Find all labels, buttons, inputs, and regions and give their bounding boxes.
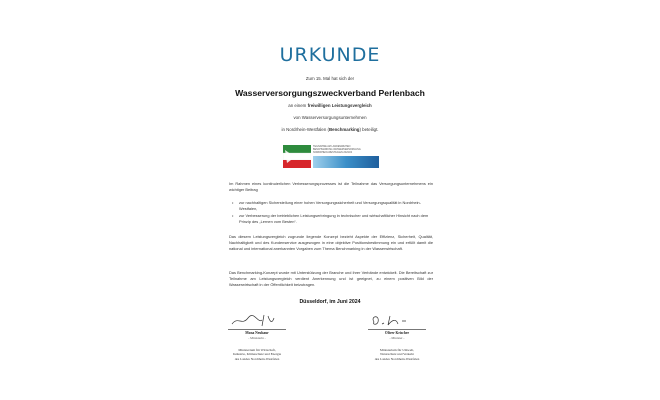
organization-name: Wasserversorgungszweckverband Perlenbach xyxy=(235,88,425,98)
nrw-flag-icon xyxy=(283,145,311,168)
signatory-name-right: Oliver Krischer xyxy=(384,331,410,335)
signatory-role-left: - Ministerin - xyxy=(248,336,266,340)
benchmarking-line: in Nordrhein-Westfalen (Benchmarking) beteiligt. xyxy=(281,127,379,132)
signature-right xyxy=(368,312,428,328)
paragraph-intro: Im Rahmen eines kontinuierlichen Verbesserungsprozesses ist die Teilnahme das Versorgungsunternehmens ein wichtiger Beitrag xyxy=(229,181,433,192)
paragraph-concept: Das diesem Leistungsvergleich zugrunde liegende Konzept bezieht Aspekte der Effizienz, Sicherheit, Qualität, Nachhaltigkeit und des Kundenservice ausgewogen in eine objektive Positionsbestimmung ein und erfüllt damit die national und international anerkannten Vorgaben zum Thema Benchmarking in der Wasserwirtschaft. xyxy=(229,234,433,251)
bullet-item: • zur nachhaltigen Sicherstellung einer hohen Versorgungssicherheit und Versorgungsqualität in Nordrhein-Westfalen, xyxy=(232,200,421,211)
paragraph-support: Das Benchmarking-Konzept wurde mit Unterstützung der Branche und ihrer Verbände entwickelt. Die Bereitschaft zur Teilnahme am Leistungsvergleich verdient Anerkennung und ist geeignet, zu einem positiven Bild der Wasserwirtschaft in der Öffentlichkeit beizutragen. xyxy=(229,270,433,287)
ministry-right: Ministerium für Umwelt, Naturschutz und Verkehr des Landes Nordrhein-Westfalen xyxy=(374,348,420,361)
utilities-line: von Wasserversorgungsunternehmen xyxy=(293,115,367,120)
signature-line-left xyxy=(228,329,286,330)
logo-text: TEILNAHME AM LANDESWEITEN BENCHMARKING WASSERVERSORGUNG NORDRHEIN-WESTFALEN 2023/24 xyxy=(313,145,361,154)
water-wave-icon xyxy=(313,156,379,168)
intro-line: Zum 15. Mal hat sich der xyxy=(305,76,355,81)
signatory-name-left: Mona Neubaur xyxy=(245,331,269,335)
ministry-left: Ministerium für Wirtschaft, Industrie, Klimaschutz und Energie des Landes Nordrhein-Westfalen xyxy=(232,348,282,361)
certificate-title: URKUNDE xyxy=(279,44,381,66)
bullet-icon: • xyxy=(232,213,234,218)
bullet-icon: • xyxy=(232,200,234,205)
signature-left xyxy=(228,312,288,328)
signatory-role-right: - Minister - xyxy=(389,336,405,340)
bullet-item: • zur Verbesserung der betrieblichen Leistungserbringung in technischer und wirtschaftlicher Hinsicht nach dem Prinzip des „Lernen vom Besten“. xyxy=(232,213,429,224)
signature-line-right xyxy=(368,329,426,330)
participation-line: an einem freiwilligen Leistungsvergleich xyxy=(288,103,372,108)
place-date: Düsseldorf, im Juni 2024 xyxy=(299,299,361,305)
benchmarking-logo xyxy=(283,145,379,168)
